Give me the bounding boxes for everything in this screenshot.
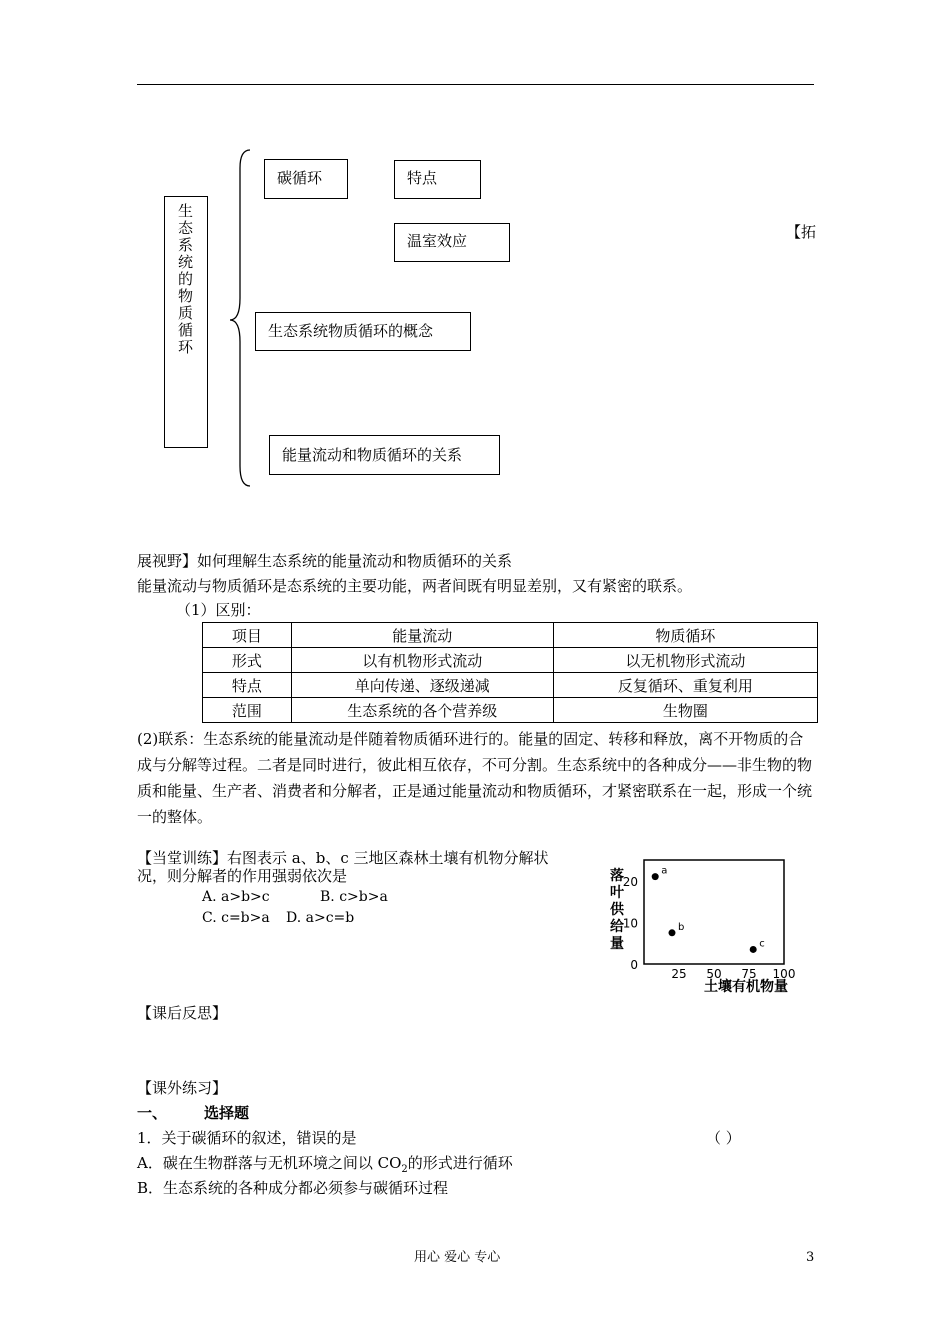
y-axis-label-char: 叶 [610, 885, 624, 901]
page-number: 3 [806, 1250, 815, 1265]
table-cell: 单向传递、逐级递减 [291, 673, 553, 698]
table-cell: 生态系统的各个营养级 [291, 698, 553, 723]
table-cell: 以无机物形式流动 [553, 648, 817, 673]
table-cell: 特点 [203, 673, 292, 698]
question-1-option-a [137, 1153, 513, 1180]
node-feature-label: 特点 [407, 169, 438, 187]
table-header-row [203, 623, 818, 648]
mindmap-brace [228, 148, 258, 488]
node-carbon-cycle-label: 碳循环 [277, 169, 323, 187]
y-tick-label: 10 [622, 916, 638, 931]
option-b: B. c>b>a [320, 889, 388, 905]
node-feature [394, 160, 481, 199]
x-tick-label: 25 [671, 967, 687, 981]
node-concept [255, 312, 471, 351]
y-axis-label-char: 量 [610, 936, 624, 952]
comparison-table [202, 622, 818, 723]
footer-motto: 用心 爱心 专心 [414, 1250, 501, 1265]
decomposition-chart [600, 852, 810, 998]
x-tick-label: 75 [741, 967, 757, 981]
data-point [652, 873, 659, 880]
node-greenhouse [394, 223, 510, 262]
mindmap-root-box [164, 196, 208, 448]
extension-title: 展视野】如何理解生态系统的能量流动和物质循环的关系 [137, 552, 513, 570]
section-title: 选择题 [204, 1104, 250, 1122]
relation-paragraph: (2)联系：生态系统的能量流动是伴随着物质循环进行的。能量的固定、转移和释放，离不开物质的合成与分解等过程。二者是同时进行，彼此相互依存，不可分割。生态系统中的各种成分——非生物的物质和能量、生产者、消费者和分解者，正是通过能量流动和物质循环，才紧密联系在一起，形成一个统一的整体。 [137, 730, 813, 826]
option-a: A. a>b>c [202, 889, 270, 905]
node-relation [269, 435, 500, 475]
table-header-cell: 物质循环 [553, 623, 817, 648]
data-point-label: c [759, 938, 765, 950]
data-point [750, 946, 757, 953]
table-row [203, 698, 818, 723]
header-rule [137, 84, 814, 85]
x-tick-label: 50 [706, 967, 722, 981]
table-cell: 范围 [203, 698, 292, 723]
y-tick-label: 0 [630, 958, 638, 972]
x-axis-label: 土壤有机物量 [704, 979, 788, 995]
y-axis-label-char: 给 [610, 919, 624, 935]
table-cell: 反复循环、重复利用 [553, 673, 817, 698]
table-cell: 生物圈 [553, 698, 817, 723]
option-c: C. c=b>a [202, 910, 270, 926]
practice-line-2: 况，则分解者的作用强弱依次是 [137, 867, 348, 885]
question-1: 1．关于碳循环的叙述，错误的是 [137, 1129, 357, 1147]
mindmap-root-label: 生态系统的物质循环 [176, 203, 194, 356]
option-a-prefix: A．碳在生物群落与无机环境之间以 CO [137, 1154, 402, 1172]
table-cell: 以有机物形式流动 [291, 648, 553, 673]
x-tick-label: 100 [772, 967, 796, 981]
table-cell: 形式 [203, 648, 292, 673]
table-row [203, 673, 818, 698]
y-tick-label: 20 [622, 874, 638, 889]
section-number: 一、 [137, 1104, 168, 1122]
question-1-answer-paren: （ ） [706, 1129, 741, 1147]
option-a-subscript: 2 [401, 1164, 408, 1175]
mindmap-tail: 【拓 [786, 223, 817, 241]
data-point [669, 929, 676, 936]
node-greenhouse-label: 温室效应 [407, 232, 468, 250]
extension-intro: 能量流动与物质循环是态系统的主要功能，两者间既有明显差别，又有紧密的联系。 [137, 577, 693, 595]
y-axis-label-char: 落 [610, 868, 624, 884]
practice-line-1: 【当堂训练】右图表示 a、b、c 三地区森林土壤有机物分解状 [137, 849, 549, 867]
table-header-cell: 能量流动 [291, 623, 553, 648]
node-carbon-cycle [264, 159, 348, 199]
question-1-option-b: B．生态系统的各种成分都必须参与碳循环过程 [137, 1179, 449, 1197]
table-row [203, 648, 818, 673]
homework-heading: 【课外练习】 [137, 1079, 228, 1097]
option-d: D. a>c=b [286, 910, 355, 926]
option-a-suffix: 的形式进行循环 [407, 1154, 513, 1172]
node-relation-label: 能量流动和物质循环的关系 [282, 446, 463, 464]
node-concept-label: 生态系统物质循环的概念 [268, 322, 434, 340]
data-point-label: a [661, 865, 668, 877]
data-point-label: b [678, 921, 685, 933]
difference-label: （1）区别： [176, 601, 261, 619]
table-header-cell: 项目 [203, 623, 292, 648]
reflection-heading: 【课后反思】 [137, 1004, 228, 1022]
y-axis-label-char: 供 [610, 902, 624, 918]
